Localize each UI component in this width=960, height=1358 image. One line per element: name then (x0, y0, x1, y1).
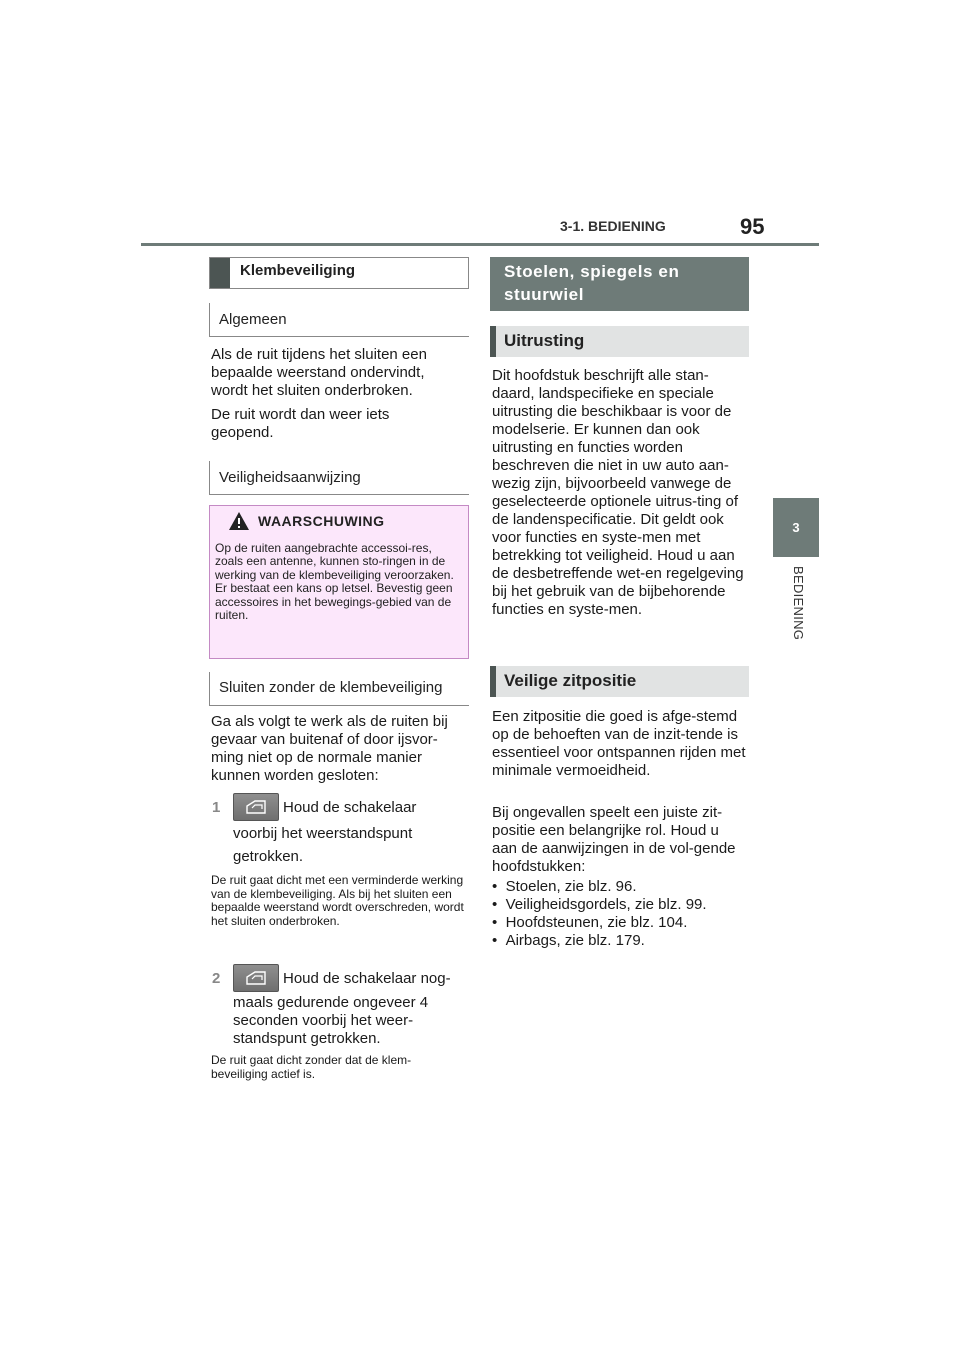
paragraph: Dit hoofdstuk beschrijft alle stan-daard, landspecifieke en speciale uitrusting die beschikbaar is voor de modelserie. Er kunnen dan ook uitrusting en functies worden beschreven die niet in uw auto aan-wezig zijn, bijvoorbeeld vanwege de geselecteerde optionele uitrus-ting of de landenspecificatie. Dit geldt ook voor functies en syste-men met betrekking tot veiligheid. Houd u aan de desbetreffende wet-en regelgeving bij het gebruik van de bijbehorende functies en syste-men. (492, 367, 744, 618)
paragraph: Ga als volgt te werk als de ruiten bij gevaar van buitenaf of door ijsvor-ming niet op de normale manier kunnen worden gesloten: (211, 713, 448, 784)
window-switch-icon (233, 793, 279, 821)
warning-body: Op de ruiten aangebrachte accessoi-res, zoals een antenne, kunnen sto-ringen in de werking van de klembeveiliging veroorzaken. Er bestaat een kans op letsel. Bevestig geen accessoires in het bewegings-gebied van de ruiten. (215, 541, 454, 623)
step-note: De ruit gaat dicht zonder dat de klem-beveiliging actief is. (211, 1053, 412, 1081)
list-item-text[interactable]: Hoofdsteunen, zie blz. 104. (505, 914, 688, 931)
list-item: • Stoelen, zie blz. 96. (492, 878, 637, 895)
bullet-list (492, 878, 750, 950)
paragraph: Een zitpositie die goed is afge-stemd op de behoeften van de inzit-tende is essentieel voor ontspannen rijden met minimale vermoeidheid. (492, 708, 746, 779)
section-title: 3-1. BEDIENING (560, 218, 666, 234)
paragraph: Bij ongevallen speelt een juiste zit-positie een belangrijke rol. Houd u aan de aanwijzingen in de vol-gende hoofdstukken: (492, 804, 736, 875)
chapter-heading-text: Stoelen, spiegels en stuurwiel (504, 262, 680, 304)
page-number: 95 (740, 214, 765, 239)
list-item-text[interactable]: Veiligheidsgordels, zie blz. 99. (505, 896, 707, 913)
section-heading-uitrusting (490, 326, 749, 357)
step-note: De ruit gaat dicht met een verminderde werking van de klembeveiliging. Als bij het sluiten een bepaalde weerstand wordt overschreden, wordt het sluiten onderbroken. (211, 873, 464, 928)
header-rule (141, 243, 819, 246)
subheading-veiligheid (209, 461, 469, 495)
chapter-tab[interactable]: 3 (773, 498, 819, 557)
list-item: • Veiligheidsgordels, zie blz. 99. (492, 896, 707, 913)
list-item-text[interactable]: Stoelen, zie blz. 96. (505, 878, 637, 895)
heading-bar (490, 666, 496, 697)
section-heading-zitpositie (490, 666, 749, 697)
box-heading-klembeveiliging (209, 257, 469, 289)
list-item: • Hoofdsteunen, zie blz. 104. (492, 914, 688, 931)
step-number: 2 (212, 970, 221, 987)
window-switch-icon (233, 964, 279, 992)
warning-box (209, 505, 469, 659)
subheading-sluiten (209, 672, 469, 706)
warning-triangle-icon (228, 511, 250, 531)
subheading-text: Sluiten zonder de klembeveiliging (219, 679, 443, 696)
step-text: getrokken. (233, 848, 304, 865)
subheading-text: Algemeen (219, 311, 287, 328)
step-text: maals gedurende ongeveer 4 seconden voorbij het weer-standspunt getrokken. (233, 994, 429, 1047)
chapter-heading (490, 257, 749, 311)
car-window-icon (245, 970, 267, 986)
warning-title: WAARSCHUWING (258, 513, 385, 529)
step-number: 1 (212, 799, 221, 816)
paragraph: De ruit wordt dan weer iets geopend. (211, 406, 390, 441)
list-item: • Airbags, zie blz. 179. (492, 932, 645, 949)
heading-bar (210, 258, 230, 288)
chapter-tab-label-wrap (788, 566, 808, 666)
section-heading-text: Veilige zitpositie (504, 671, 637, 690)
subheading-algemeen (209, 303, 469, 337)
section-heading-text: Uitrusting (504, 331, 585, 350)
subheading-text: Veiligheidsaanwijzing (219, 469, 361, 486)
step-text: Houd de schakelaar nog- (283, 970, 451, 987)
car-window-icon (245, 799, 267, 815)
heading-bar (490, 326, 496, 357)
paragraph: Als de ruit tijdens het sluiten een bepaalde weerstand ondervindt, wordt het sluiten onderbroken. (211, 346, 427, 399)
step-text: voorbij het weerstandspunt (233, 825, 413, 842)
box-heading-text: Klembeveiliging (240, 262, 356, 279)
chapter-tab-label: BEDIENING (791, 566, 806, 641)
list-item-text[interactable]: Airbags, zie blz. 179. (505, 932, 645, 949)
step-text: Houd de schakelaar (283, 799, 417, 816)
